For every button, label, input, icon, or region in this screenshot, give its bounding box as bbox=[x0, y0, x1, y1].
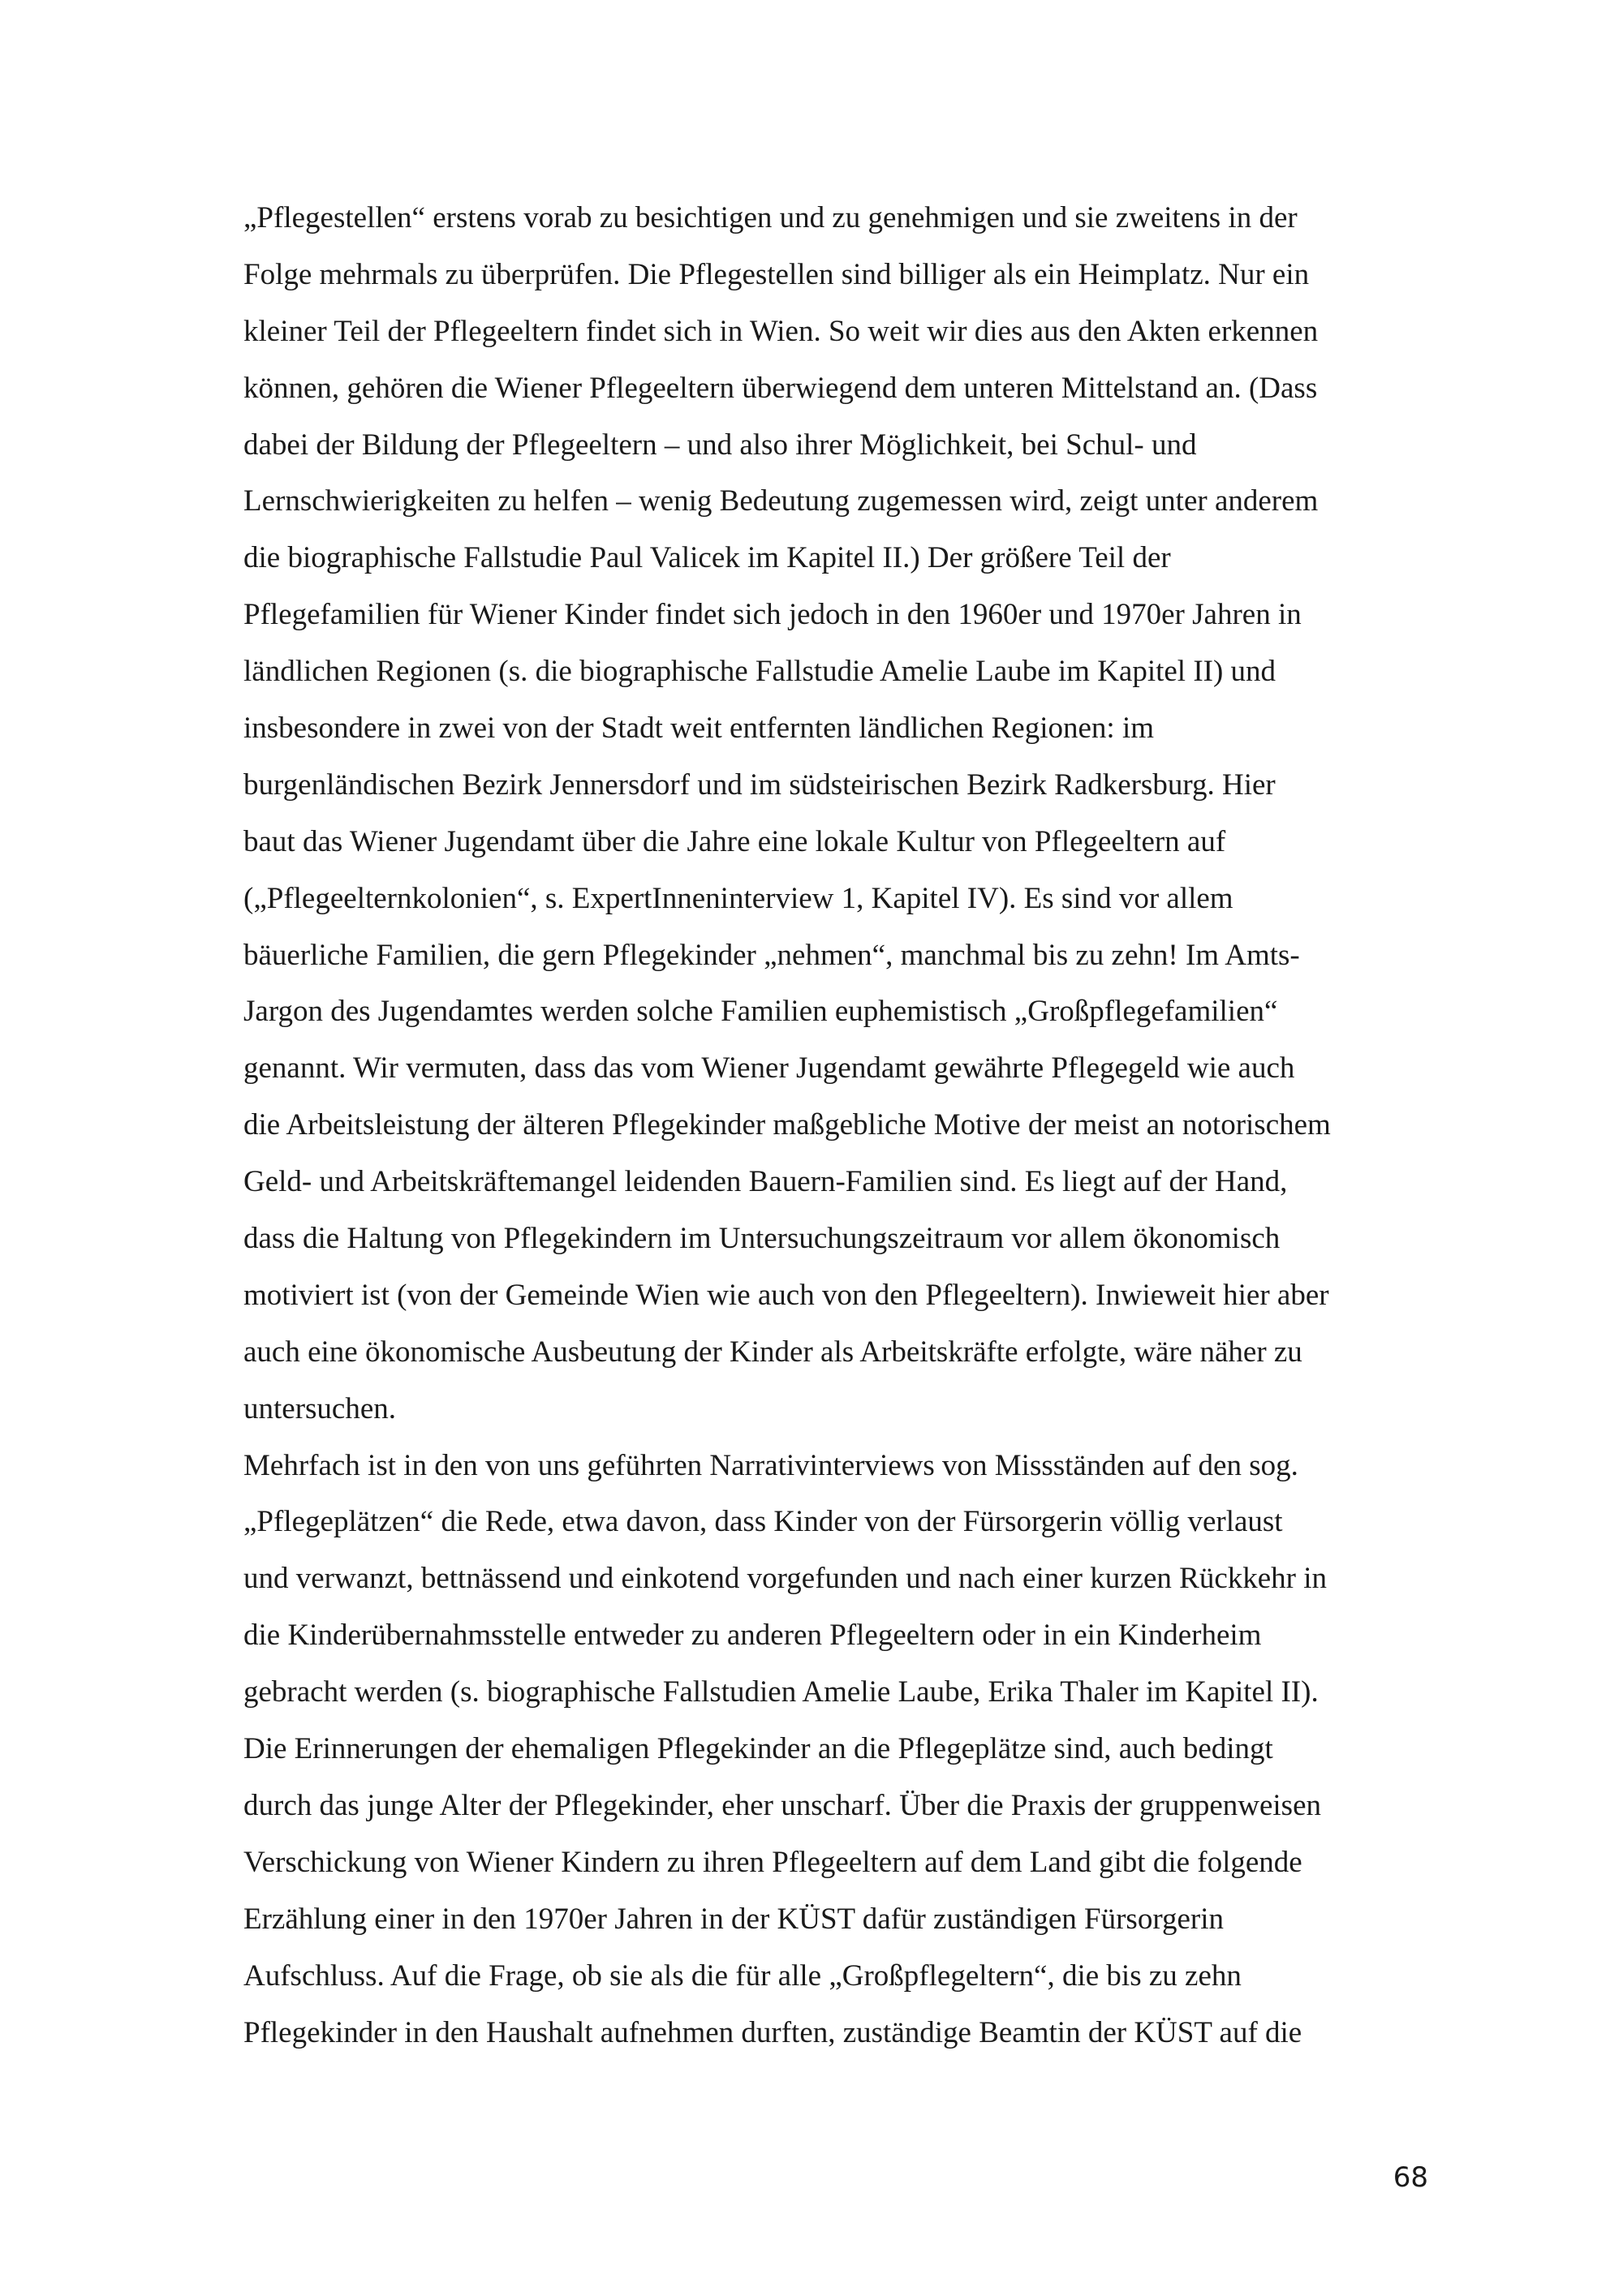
text-line: Folge mehrmals zu überprüfen. Die Pflegestellen sind billiger als ein Heimplatz. Nur ein bbox=[243, 257, 1310, 291]
text-line: dass die Haltung von Pflegekindern im Untersuchungszeitraum vor allem ökonomisch bbox=[243, 1222, 1281, 1256]
text-line: burgenländischen Bezirk Jennersdorf und im südsteirischen Bezirk Radkersburg. Hier bbox=[243, 767, 1276, 802]
page-number: 68 bbox=[1393, 2161, 1428, 2194]
text-line: die Arbeitsleistung der älteren Pflegekinder maßgebliche Motive der meist an notorischem bbox=[243, 1108, 1331, 1142]
text-line: Erzählung einer in den 1970er Jahren in der KÜST dafür zuständigen Fürsorgerin bbox=[243, 1902, 1224, 1936]
text-line: kleiner Teil der Pflegeeltern findet sich in Wien. So weit wir dies aus den Akten erkennen bbox=[243, 314, 1319, 348]
text-line: insbesondere in zwei von der Stadt weit entfernten ländlichen Regionen: im bbox=[243, 712, 1155, 746]
text-line: dabei der Bildung der Pflegeeltern – und also ihrer Möglichkeit, bei Schul- und bbox=[243, 428, 1197, 462]
text-line: Lernschwierigkeiten zu helfen – wenig Bedeutung zugemessen wird, zeigt unter anderem bbox=[243, 484, 1319, 518]
text-line: die Kinderübernahmsstelle entweder zu anderen Pflegeeltern oder in ein Kinderheim bbox=[243, 1619, 1262, 1653]
text-line: Die Erinnerungen der ehemaligen Pflegekinder an die Pflegeplätze sind, auch bedingt bbox=[243, 1732, 1273, 1766]
text-line: die biographische Fallstudie Paul Valicek im Kapitel II.) Der größere Teil der bbox=[243, 541, 1171, 575]
text-line: („Pflegeelternkolonien“, s. ExpertInneninterview 1, Kapitel IV). Es sind vor allem bbox=[243, 881, 1233, 915]
text-line: Geld- und Arbeitskräftemangel leidenden Bauern-Familien sind. Es liegt auf der Hand, bbox=[243, 1165, 1288, 1199]
text-line: Pflegekinder in den Haushalt aufnehmen durften, zuständige Beamtin der KÜST auf die bbox=[243, 2015, 1302, 2049]
text-line: Jargon des Jugendamtes werden solche Familien euphemistisch „Großpflegefamilien“ bbox=[243, 995, 1278, 1029]
text-line: Pflegefamilien für Wiener Kinder findet sich jedoch in den 1960er und 1970er Jahren in bbox=[243, 598, 1302, 632]
body-text bbox=[243, 190, 1428, 2061]
text-line: ländlichen Regionen (s. die biographische Fallstudie Amelie Laube im Kapitel II) und bbox=[243, 655, 1276, 689]
text-line: Mehrfach ist in den von uns geführten Narrativinterviews von Missständen auf den sog. bbox=[243, 1448, 1298, 1482]
text-line: „Pflegeplätzen“ die Rede, etwa davon, dass Kinder von der Fürsorgerin völlig verlaust bbox=[243, 1505, 1283, 1539]
text-line: können, gehören die Wiener Pflegeeltern überwiegend dem unteren Mittelstand an. (Dass bbox=[243, 371, 1318, 405]
text-line: auch eine ökonomische Ausbeutung der Kinder als Arbeitskräfte erfolgte, wäre näher zu bbox=[243, 1335, 1302, 1369]
text-line: bäuerliche Familien, die gern Pflegekinder „nehmen“, manchmal bis zu zehn! Im Amts- bbox=[243, 938, 1300, 972]
text-line: Verschickung von Wiener Kindern zu ihren Pflegeeltern auf dem Land gibt die folgende bbox=[243, 1845, 1302, 1879]
text-line: Aufschluss. Auf die Frage, ob sie als die für alle „Großpflegeltern“, die bis zu zehn bbox=[243, 1958, 1242, 1993]
text-line: untersuchen. bbox=[243, 1391, 397, 1425]
text-line: motiviert ist (von der Gemeinde Wien wie auch von den Pflegeeltern). Inwieweit hier aber bbox=[243, 1278, 1329, 1312]
text-line: und verwanzt, bettnässend und einkotend vorgefunden und nach einer kurzen Rückkehr in bbox=[243, 1562, 1328, 1596]
text-line: durch das junge Alter der Pflegekinder, eher unscharf. Über die Praxis der gruppenweisen bbox=[243, 1788, 1322, 1822]
text-line: genannt. Wir vermuten, dass das vom Wiener Jugendamt gewährte Pflegegeld wie auch bbox=[243, 1051, 1295, 1086]
text-line: „Pflegestellen“ erstens vorab zu besichtigen und zu genehmigen und sie zweitens in der bbox=[243, 201, 1298, 234]
text-line: baut das Wiener Jugendamt über die Jahre eine lokale Kultur von Pflegeeltern auf bbox=[243, 824, 1226, 858]
text-line: gebracht werden (s. biographische Fallstudien Amelie Laube, Erika Thaler im Kapitel II). bbox=[243, 1675, 1319, 1709]
